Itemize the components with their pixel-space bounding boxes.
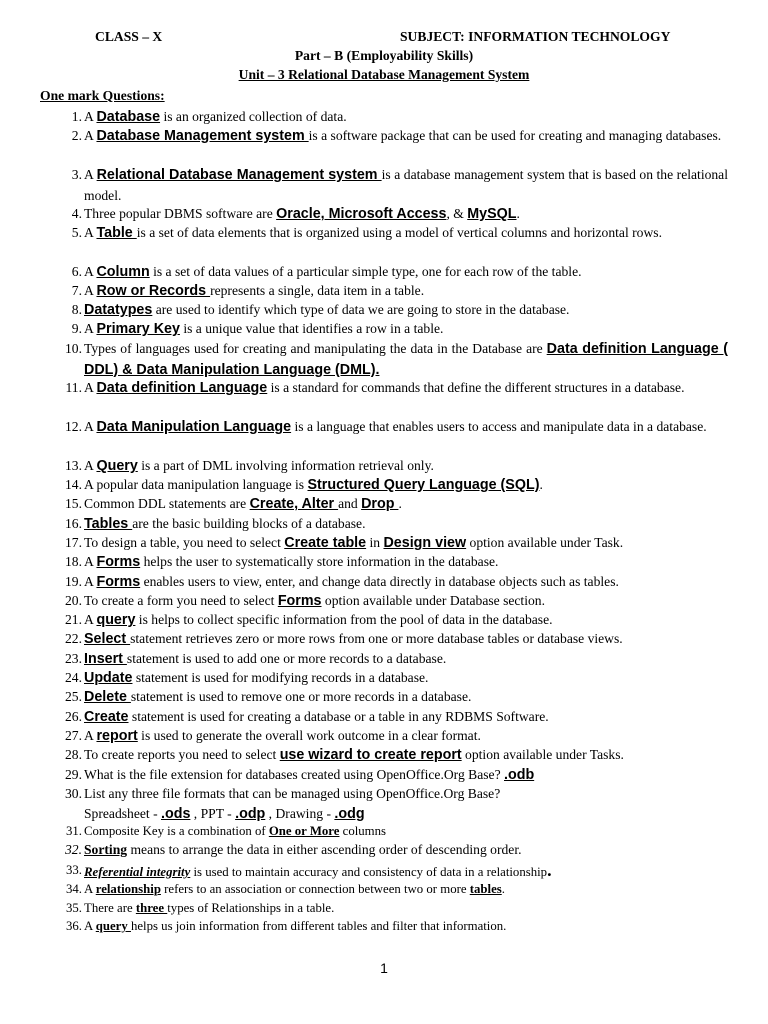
answer-term: MySQL	[467, 206, 517, 222]
question-item	[40, 726, 728, 747]
question-text: Types of languages used for creating and manipulating the data in the Database are	[84, 341, 547, 356]
question-text: Three popular DBMS software are	[84, 206, 277, 221]
answer-term: Referential integrity	[84, 865, 191, 879]
question-number: 8.	[71, 302, 82, 317]
question-number: 9.	[71, 321, 82, 336]
answer-term: .odb	[504, 767, 535, 783]
question-number: 19.	[65, 574, 82, 589]
question-number: 26.	[65, 709, 82, 724]
question-text: A	[84, 264, 97, 279]
question-text: List any three file formats that can be managed using OpenOffice.Org Base?	[84, 786, 501, 801]
question-text: are used to identify which type of data we are going to store in the database.	[152, 302, 570, 317]
question-item	[40, 204, 728, 225]
question-number: 22.	[65, 631, 82, 646]
question-text: is an organized collection of data.	[160, 109, 347, 124]
question-item	[40, 784, 728, 824]
question-text: represents a single, data item in a table.	[210, 283, 425, 298]
answer-term: Tables	[84, 516, 133, 532]
question-item	[40, 591, 728, 612]
answer-term: Design view	[383, 535, 467, 551]
question-item	[40, 668, 728, 689]
question-item	[40, 552, 728, 573]
subject-label: SUBJECT: INFORMATION TECHNOLOGY	[400, 29, 671, 44]
question-item	[40, 475, 728, 496]
question-number: 20.	[65, 593, 82, 608]
question-text: , PPT -	[190, 805, 236, 821]
question-number: 27.	[65, 728, 82, 743]
question-text: A	[84, 882, 96, 896]
answer-term: Datatypes	[84, 302, 153, 318]
answer-term: Create table	[284, 535, 367, 551]
question-text: A	[84, 554, 97, 569]
answer-term: Query	[96, 458, 138, 474]
question-number: 17.	[65, 535, 82, 550]
question-number: 24.	[65, 670, 82, 685]
question-text: , Drawing -	[265, 805, 335, 821]
answer-term: query	[96, 612, 136, 628]
answer-term: Data definition Language	[96, 380, 268, 396]
question-number: 25.	[65, 689, 82, 704]
question-text: option available under Task.	[466, 535, 624, 550]
question-text: To design a table, you need to select	[84, 535, 285, 550]
question-item	[40, 822, 728, 842]
question-text: is helps to collect specific information from the pool of data in the database.	[135, 612, 553, 627]
question-text: There are	[84, 901, 136, 915]
question-text: statement is used for creating a database or a table in any RDBMS Software.	[128, 709, 549, 724]
answer-term: Relational Database Management system	[96, 167, 382, 183]
question-item	[40, 649, 728, 670]
answer-term: .odp	[235, 805, 266, 822]
answer-term: Data Manipulation Language	[96, 419, 292, 435]
question-item	[40, 629, 728, 650]
answer-term: Forms	[96, 554, 141, 570]
question-number: 28.	[65, 747, 82, 762]
question-item	[40, 456, 728, 477]
answer-term: Row or Records	[96, 283, 211, 299]
question-text: A	[84, 283, 97, 298]
question-item	[40, 300, 728, 321]
question-text: A	[84, 128, 97, 143]
question-text: A	[84, 380, 97, 395]
question-item	[40, 745, 728, 766]
question-text: columns	[339, 824, 387, 838]
question-item	[40, 262, 728, 283]
question-number: 31.	[66, 824, 82, 838]
question-number: 5.	[71, 225, 82, 240]
question-text: A	[84, 728, 97, 743]
question-text: is a standard for commands that define the different structures in a database.	[267, 380, 685, 395]
question-item	[40, 319, 728, 340]
question-number: 3.	[71, 167, 82, 182]
answer-term: Drop	[361, 496, 399, 512]
question-number: 23.	[65, 651, 82, 666]
question-text: helps the user to systematically store information in the database.	[140, 554, 499, 569]
question-text: is a software package that can be used for creating and managing databases.	[308, 128, 722, 143]
question-number: 12.	[65, 419, 82, 434]
question-text: in	[366, 535, 384, 550]
question-text: is a unique value that identifies a row in a table.	[179, 321, 444, 336]
question-number: 35.	[66, 901, 82, 915]
question-text: is a database management system that is based on the relational model.	[84, 167, 728, 203]
question-text: statement is used for modifying records in a database.	[132, 670, 429, 685]
question-text: statement is used to add one or more records to a database.	[126, 651, 447, 666]
question-text: helps us join information from different tables and filter that information.	[130, 919, 507, 933]
question-text: A	[84, 612, 97, 627]
question-text: A	[84, 225, 97, 240]
question-number: 14.	[65, 477, 82, 492]
question-text: is used to generate the overall work outcome in a clear format.	[137, 728, 481, 743]
question-text: means to arrange the data in either ascending order of descending order.	[127, 842, 522, 857]
question-item	[40, 165, 728, 205]
section-title: One mark Questions:	[40, 88, 165, 103]
question-number: 13.	[65, 458, 82, 473]
question-number: 1.	[71, 109, 82, 124]
question-number: 18.	[65, 554, 82, 569]
answer-term: Data definition Language ( DDL) & Data Manipulation Language (DML).	[84, 341, 728, 378]
answer-term: Create	[84, 709, 129, 725]
answer-term: Forms	[96, 574, 141, 590]
question-number: 29.	[65, 767, 82, 782]
question-number: 30.	[65, 786, 82, 801]
question-text: A	[84, 109, 97, 124]
answer-term: .ods	[161, 805, 191, 822]
question-item	[40, 514, 728, 535]
question-text: A	[84, 574, 97, 589]
question-item	[40, 494, 728, 515]
question-number: 34.	[66, 882, 82, 896]
answer-term: Create, Alter	[249, 496, 339, 512]
question-text: is a set of data values of a particular simple type, one for each row of the table.	[149, 264, 582, 279]
question-number: 4.	[71, 206, 82, 221]
question-item	[40, 533, 728, 554]
answer-term: Column	[96, 264, 150, 280]
question-number: 16.	[65, 516, 82, 531]
question-text: .	[539, 477, 543, 492]
answer-term: Forms	[277, 593, 322, 609]
page-number: 1	[380, 960, 388, 976]
question-text: What is the file extension for databases created using OpenOffice.Org Base?	[84, 767, 504, 782]
question-text: .	[547, 860, 552, 880]
question-text: option available under Database section.	[321, 593, 545, 608]
answer-term: use wizard to create report	[279, 747, 462, 763]
question-text: is a set of data elements that is organized using a model of vertical columns and horizontal rows.	[136, 225, 662, 240]
question-text: is used to maintain accuracy and consistency of data in a relationship	[190, 865, 548, 879]
question-item	[40, 840, 728, 860]
question-text: To create reports you need to select	[84, 747, 280, 762]
answer-term: Database	[96, 109, 161, 125]
answer-term: Sorting	[84, 842, 128, 857]
question-text: Common DDL statements are	[84, 496, 250, 511]
question-text: enables users to view, enter, and change data directly in database objects such as tables.	[140, 574, 619, 589]
question-text: statement retrieves zero or more rows from one or more database tables or database views.	[130, 631, 623, 646]
answer-term: report	[96, 728, 138, 744]
question-item	[40, 899, 728, 919]
question-text: .	[516, 206, 520, 221]
question-item	[40, 339, 728, 380]
question-text: A	[84, 458, 97, 473]
class-label: CLASS – X	[95, 29, 163, 44]
question-text: refers to an association or connection between two or more	[160, 882, 470, 896]
question-item	[40, 765, 728, 786]
question-number: 7.	[71, 283, 82, 298]
question-text: are the basic building blocks of a database.	[132, 516, 366, 531]
question-number: 6.	[71, 264, 82, 279]
answer-term: relationship	[95, 882, 161, 896]
answer-term: three	[135, 901, 168, 915]
question-text: statement is used to remove one or more records in a database.	[130, 689, 472, 704]
question-item	[40, 223, 728, 244]
answer-term: Table	[96, 225, 137, 241]
part-heading: Part – B (Employability Skills)	[294, 48, 474, 63]
question-text: A	[84, 919, 96, 933]
question-number: 33.	[66, 863, 82, 877]
question-text: and	[338, 496, 362, 511]
question-item	[40, 572, 728, 593]
question-text: To create a form you need to select	[84, 593, 278, 608]
question-text: Composite Key is a combination of	[84, 824, 269, 838]
answer-term: Update	[84, 670, 133, 686]
question-number: 21.	[65, 612, 82, 627]
answer-term: Insert	[84, 651, 127, 667]
question-text: Spreadsheet -	[84, 805, 162, 821]
question-item	[40, 610, 728, 631]
question-item	[40, 687, 728, 708]
question-text: .	[501, 882, 505, 896]
question-text: is a language that enables users to access and manipulate data in a database.	[291, 419, 707, 434]
question-item	[40, 126, 728, 147]
question-item	[40, 417, 728, 438]
answer-term: Database Management system	[96, 128, 309, 144]
answer-term: Primary Key	[96, 321, 180, 337]
answer-term: Delete	[84, 689, 131, 705]
unit-heading-text: Unit – 3 Relational Database Management System	[238, 67, 530, 82]
question-number: 2.	[71, 128, 82, 143]
question-number: 36.	[66, 919, 82, 933]
question-text: .	[398, 496, 402, 511]
question-number: 32.	[65, 842, 82, 857]
question-item	[40, 107, 728, 128]
question-item	[40, 378, 728, 399]
question-text: A	[84, 419, 97, 434]
question-number: 15.	[65, 496, 82, 511]
question-text: is a part of DML involving information retrieval only.	[137, 458, 434, 473]
answer-term: Oracle, Microsoft Access	[276, 206, 447, 222]
question-text: types of Relationships in a table.	[167, 901, 335, 915]
unit-heading	[0, 67, 768, 83]
question-text: A popular data manipulation language is	[84, 477, 308, 492]
question-text: option available under Tasks.	[461, 747, 624, 762]
question-item	[40, 880, 728, 900]
question-text: A	[84, 167, 97, 182]
question-item	[40, 707, 728, 728]
answer-term: tables	[469, 882, 502, 896]
question-item	[40, 281, 728, 302]
question-text: A	[84, 321, 97, 336]
answer-term: query	[95, 919, 131, 933]
answer-term: Select	[84, 631, 131, 647]
answer-term: One or More	[268, 824, 340, 838]
answer-term: Structured Query Language (SQL)	[307, 477, 540, 493]
question-text: , &	[446, 206, 468, 221]
question-item	[40, 917, 728, 937]
answer-term: .odg	[334, 805, 365, 822]
question-number: 10.	[65, 341, 82, 356]
question-number: 11.	[65, 380, 82, 395]
